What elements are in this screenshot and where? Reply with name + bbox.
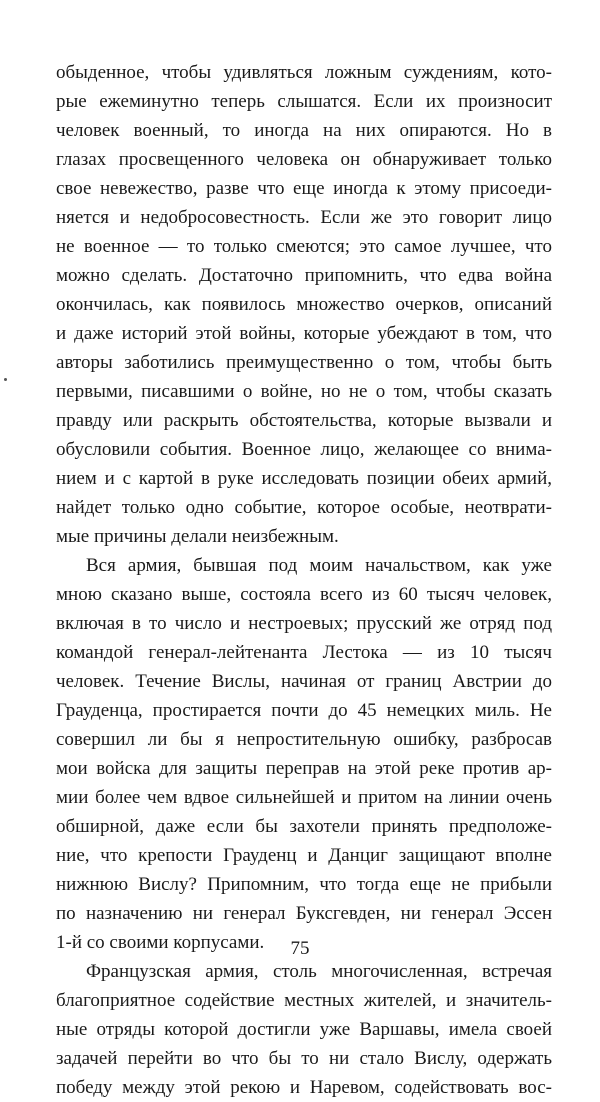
text-line: мии более чем вдвое сильнейшей и притом на линии очень — [56, 787, 552, 808]
text-line: Французская армия, столь многочисленная, встречая — [86, 961, 552, 982]
paragraph-2 — [56, 551, 552, 957]
text-line: нием и с картой в руке исследовать позиции обеих армий, — [56, 468, 552, 489]
text-line: Вся армия, бывшая под моим начальством, как уже — [86, 555, 552, 576]
text-line: по назначению ни генерал Буксгевден, ни генерал Эссен — [56, 903, 552, 924]
text-line: благоприятное содействие местных жителей, и значитель- — [56, 990, 552, 1011]
text-line: рые ежеминутно теперь слышатся. Если их произносит — [56, 91, 552, 112]
text-line: авторы заботились преимущественно о том, чтобы быть — [56, 352, 552, 373]
text-line: обусловили события. Военное лицо, желающее со внима- — [56, 439, 552, 460]
text-line: ние, что крепости Грауденц и Данциг защищают вполне — [56, 845, 552, 866]
text-line: 1-й со своими корпусами. — [56, 932, 265, 953]
text-line: окончилась, как появилось множество очерков, описаний — [56, 294, 552, 315]
text-line: мною сказано выше, состояла всего из 60 тысяч человек, — [56, 584, 552, 605]
page-number: 75 — [290, 938, 310, 959]
text-line: няется и недобросовестность. Если же это говорит лицо — [56, 207, 552, 228]
text-line: и даже историй этой войны, которые убеждают в том, что — [56, 323, 552, 344]
text-line: командой генерал-лейтенанта Лестока — из 10 тысяч — [56, 642, 552, 663]
paragraph-3 — [56, 957, 552, 1102]
text-line: задачей перейти во что бы то ни стало Вислу, одержать — [56, 1048, 552, 1069]
text-line: человек военный, то иногда на них опираются. Но в — [56, 120, 552, 141]
text-line: включая в то число и нестроевых; прусский же отряд под — [56, 613, 552, 634]
margin-mark — [4, 378, 7, 381]
text-line: глазах просвещенного человека он обнаруживает только — [56, 149, 552, 170]
text-line: обширной, даже если бы захотели принять предположе- — [56, 816, 552, 837]
text-line: совершил ли бы я непростительную ошибку, разбросав — [56, 729, 552, 750]
text-line: обыденное, чтобы удивляться ложным суждениям, кото- — [56, 62, 552, 83]
text-line: мои войска для защиты переправ на этой реке против ар- — [56, 758, 552, 779]
text-line: правду или раскрыть обстоятельства, которые вызвали и — [56, 410, 552, 431]
text-line: первыми, писавшими о войне, но не о том, чтобы сказать — [56, 381, 552, 402]
text-line: человек. Течение Вислы, начиная от границ Австрии до — [56, 671, 552, 692]
text-line: не военное — то только смеются; это самое лучшее, что — [56, 236, 552, 257]
paragraph-1 — [56, 58, 552, 551]
text-line: можно сделать. Достаточно припомнить, что едва война — [56, 265, 552, 286]
text-line: Грауденца, простирается почти до 45 немецких миль. Не — [56, 700, 552, 721]
text-line: свое невежество, разве что еще иногда к этому присоеди- — [56, 178, 552, 199]
text-line: ные отряды которой достигли уже Варшавы, имела своей — [56, 1019, 552, 1040]
text-line: нижнюю Вислу? Припомним, что тогда еще не прибыли — [56, 874, 552, 895]
text-line: победу между этой рекою и Наревом, содействовать вос- — [56, 1077, 552, 1098]
text-line: найдет только одно событие, которое особые, неотврати- — [56, 497, 552, 518]
text-line: мые причины делали неизбежным. — [56, 526, 339, 547]
